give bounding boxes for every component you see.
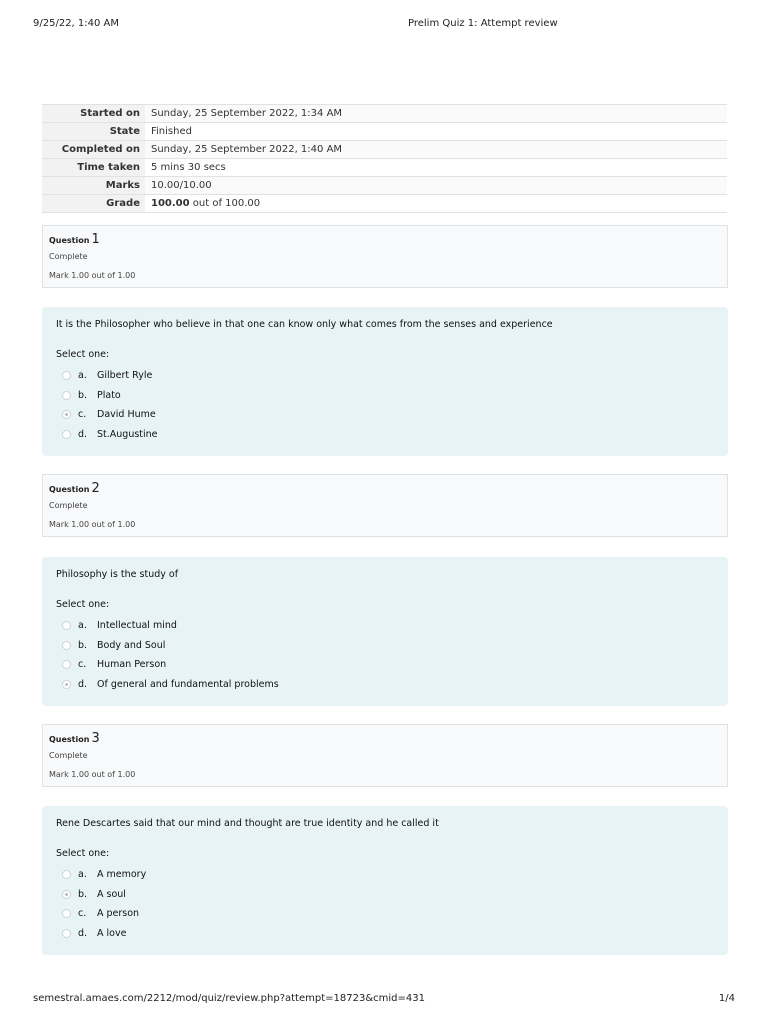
answer-option[interactable] [56, 386, 714, 406]
option-text: A love [97, 927, 127, 939]
option-text: Human Person [97, 659, 167, 671]
radio-button[interactable] [62, 430, 71, 439]
answer-option[interactable] [56, 904, 714, 924]
question-text: It is the Philosopher who believe in that one can know only what comes from the senses and experience [56, 319, 553, 330]
option-letter: c. [78, 659, 87, 671]
option-text: A memory [97, 869, 147, 881]
question-label: Question [49, 485, 90, 494]
question-num: 1 [91, 232, 100, 247]
answer-list [56, 366, 714, 444]
grade-out-of: out of 100.00 [189, 198, 261, 209]
question-number [49, 730, 721, 748]
summary-label: Time taken [42, 159, 145, 177]
answer-option[interactable] [56, 885, 714, 905]
print-header [33, 18, 735, 32]
summary-row-time-taken [42, 159, 727, 177]
answer-option[interactable] [56, 655, 714, 675]
summary-value: Sunday, 25 September 2022, 1:34 AM [145, 105, 727, 123]
select-one-prompt: Select one: [56, 848, 110, 859]
question-1-content [42, 307, 728, 456]
summary-label: Started on [42, 105, 145, 123]
question-2-content [42, 557, 728, 706]
answer-option[interactable] [56, 636, 714, 656]
question-2-info [42, 474, 728, 537]
summary-row-started [42, 105, 727, 123]
answer-list [56, 865, 714, 943]
question-label: Question [49, 236, 90, 245]
summary-label: Marks [42, 177, 145, 195]
radio-button[interactable] [62, 621, 71, 630]
option-letter: d. [78, 428, 88, 440]
option-text: Intellectual mind [97, 620, 177, 632]
question-mark: Mark 1.00 out of 1.00 [49, 770, 136, 779]
option-text: A person [97, 908, 140, 920]
question-text: Philosophy is the study of [56, 569, 179, 580]
option-text: Body and Soul [97, 639, 166, 651]
summary-label: State [42, 123, 145, 141]
question-1-info [42, 225, 728, 288]
page-title: Prelim Quiz 1: Attempt review [408, 18, 558, 29]
summary-row-state [42, 123, 727, 141]
page-url: semestral.amaes.com/2212/mod/quiz/review.php?attempt=18723&cmid=431 [33, 993, 425, 1004]
radio-button-selected[interactable] [62, 410, 71, 419]
radio-button[interactable] [62, 391, 71, 400]
radio-button[interactable] [62, 641, 71, 650]
radio-button-selected[interactable] [62, 680, 71, 689]
attempt-summary-table [42, 104, 727, 213]
question-state: Complete [49, 252, 88, 261]
option-text: A soul [97, 888, 126, 900]
question-label: Question [49, 735, 90, 744]
question-text: Rene Descartes said that our mind and thought are true identity and he called it [56, 818, 439, 829]
question-mark: Mark 1.00 out of 1.00 [49, 271, 136, 280]
answer-option[interactable] [56, 405, 714, 425]
radio-button-selected[interactable] [62, 890, 71, 899]
summary-row-grade [42, 195, 727, 213]
question-num: 3 [91, 731, 100, 746]
summary-row-marks [42, 177, 727, 195]
select-one-prompt: Select one: [56, 349, 110, 360]
answer-list [56, 616, 714, 694]
option-letter: b. [78, 888, 88, 900]
answer-option[interactable] [56, 865, 714, 885]
answer-option[interactable] [56, 425, 714, 445]
question-3-content [42, 806, 728, 955]
question-3-info [42, 724, 728, 787]
page-number: 1/4 [718, 993, 735, 1004]
grade-value: 100.00 [151, 198, 190, 209]
answer-option[interactable] [56, 616, 714, 636]
summary-row-completed [42, 141, 727, 159]
summary-value: 10.00/10.00 [145, 177, 727, 195]
question-state: Complete [49, 751, 88, 760]
summary-label: Grade [42, 195, 145, 213]
print-date: 9/25/22, 1:40 AM [33, 18, 120, 29]
option-letter: a. [78, 869, 87, 881]
option-text: Plato [97, 389, 121, 401]
summary-value [145, 195, 727, 213]
radio-button[interactable] [62, 909, 71, 918]
option-letter: a. [78, 620, 87, 632]
answer-option[interactable] [56, 924, 714, 944]
radio-button[interactable] [62, 660, 71, 669]
radio-button[interactable] [62, 870, 71, 879]
option-letter: b. [78, 639, 88, 651]
option-text: St.Augustine [97, 428, 158, 440]
question-state: Complete [49, 501, 88, 510]
answer-option[interactable] [56, 366, 714, 386]
question-mark: Mark 1.00 out of 1.00 [49, 520, 136, 529]
summary-value: Sunday, 25 September 2022, 1:40 AM [145, 141, 727, 159]
option-letter: d. [78, 678, 88, 690]
option-text: David Hume [97, 409, 156, 421]
option-letter: a. [78, 370, 87, 382]
question-number [49, 231, 721, 249]
option-letter: c. [78, 409, 87, 421]
select-one-prompt: Select one: [56, 599, 110, 610]
question-number [49, 480, 721, 498]
summary-label: Completed on [42, 141, 145, 159]
option-letter: b. [78, 389, 88, 401]
option-text: Gilbert Ryle [97, 370, 153, 382]
radio-button[interactable] [62, 929, 71, 938]
summary-value: Finished [145, 123, 727, 141]
option-text: Of general and fundamental problems [97, 678, 279, 690]
option-letter: d. [78, 927, 88, 939]
answer-option[interactable] [56, 675, 714, 695]
radio-button[interactable] [62, 371, 71, 380]
question-num: 2 [91, 481, 100, 496]
option-letter: c. [78, 908, 87, 920]
summary-value: 5 mins 30 secs [145, 159, 727, 177]
